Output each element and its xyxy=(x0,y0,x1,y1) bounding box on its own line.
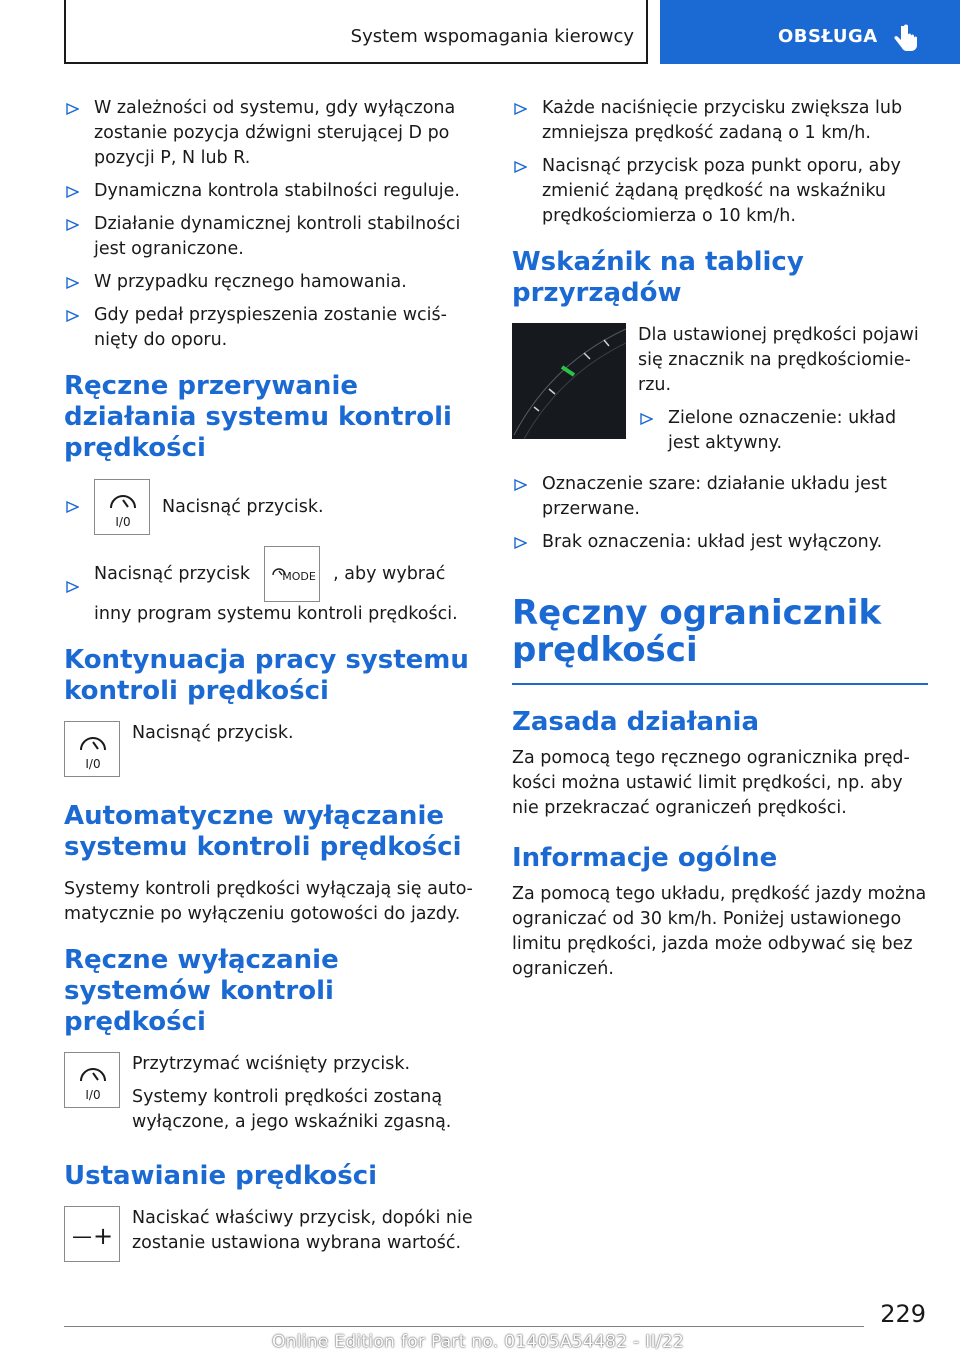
header-tab[interactable] xyxy=(660,0,960,64)
speedometer-image xyxy=(512,323,626,439)
section-heading: Ręczne przerywanie działania systemu kontroli prędkości xyxy=(64,371,452,463)
header-section-title: System wspomagania kierowcy xyxy=(350,26,634,47)
paragraph: Systemy kontroli prędkości wyłączają się automatycznie po wyłączeniu gotowości do jazdy. xyxy=(64,879,473,924)
list-item: Dynamiczna kontrola stabilności reguluje. xyxy=(64,179,482,204)
list-item: Brak oznaczenia: układ jest wyłączony. xyxy=(512,530,930,555)
svg-text:I/0: I/0 xyxy=(85,757,101,771)
bullet-triangle-icon xyxy=(640,413,653,425)
io-button-icon xyxy=(64,1052,120,1108)
paragraph: Przytrzymać wciśnięty przycisk. xyxy=(132,1054,411,1074)
svg-text:I/0: I/0 xyxy=(115,515,131,529)
bullet-triangle-icon xyxy=(514,479,527,491)
paragraph: Dla ustawionej prędkości pojawi się znacznik na prędkościomierzu. xyxy=(638,325,919,395)
list-item: Oznaczenie szare: działanie układu jest przerwane. xyxy=(512,472,930,522)
list-item: I/0 Nacisnąć przycisk. xyxy=(64,478,482,536)
section-heading: Ręczne wyłączanie systemów kontroli prędkości xyxy=(64,945,339,1037)
footer-edition: Online Edition for Part no. 01405A54482 - II/22 xyxy=(272,1332,685,1352)
bullet-triangle-icon xyxy=(514,161,527,173)
svg-text:MODE: MODE xyxy=(281,570,316,583)
list-item: Gdy pedał przyspieszenia zostanie wciśnięty do oporu. xyxy=(64,303,482,353)
list-item: Zielone oznaczenie: układ jest aktywny. xyxy=(638,406,930,456)
footer-rule xyxy=(64,1326,864,1327)
mode-button-icon xyxy=(264,546,320,602)
indicator-block xyxy=(512,323,930,464)
bullet-triangle-icon xyxy=(66,103,79,115)
instruction-row: I/0 Nacisnąć przycisk. xyxy=(64,721,482,777)
right-column xyxy=(512,96,930,990)
paragraph: Za pomocą tego ręcznego ogranicznika prędkości można ustawić limit prędkości, np. aby nie przekraczać ograniczeń prędkości. xyxy=(512,748,910,818)
bullet-triangle-icon xyxy=(66,277,79,289)
page-number: 229 xyxy=(880,1300,926,1328)
bullet-triangle-icon xyxy=(66,501,79,513)
heading-rule xyxy=(512,683,928,685)
instruction-row: — + Naciskać właściwy przycisk, dopóki nie zostanie ustawiona wybrana wartość. xyxy=(64,1206,482,1262)
hand-pointer-icon xyxy=(892,24,918,56)
section-heading: Ustawianie prędkości xyxy=(64,1161,378,1191)
section-heading: Zasada działania xyxy=(512,707,759,737)
header-tab-label: OBSŁUGA xyxy=(778,26,878,47)
list-item: Każde naciśnięcie przycisku zwiększa lub zmniejsza prędkość zadaną o 1 km/h. xyxy=(512,96,930,146)
bullet-triangle-icon xyxy=(66,186,79,198)
bullet-triangle-icon xyxy=(66,219,79,231)
svg-text:I/0: I/0 xyxy=(85,1088,101,1102)
bullet-triangle-icon xyxy=(514,103,527,115)
bullet-triangle-icon xyxy=(66,310,79,322)
io-button-icon xyxy=(64,721,120,777)
instruction-row xyxy=(64,1052,482,1135)
list-item: W zależności od systemu, gdy wyłączona zostanie pozycja dźwigni sterującej D po pozycji P, N lub R. xyxy=(64,96,482,171)
io-button-icon xyxy=(94,479,150,535)
minus-plus-button-icon xyxy=(64,1206,120,1262)
list-item: Nacisnąć przycisk poza punkt oporu, aby zmienić żądaną prędkość na wskaźniku prędkościomierza o 10 km/h. xyxy=(512,154,930,229)
svg-text:—: — xyxy=(72,1224,92,1248)
section-heading: Kontynuacja pracy systemu kontroli prędkości xyxy=(64,645,469,706)
bullet-triangle-icon xyxy=(514,537,527,549)
list-item: W przypadku ręcznego hamowania. xyxy=(64,270,482,295)
chapter-heading: Ręczny ogranicznik prędkości xyxy=(512,593,882,670)
list-item: Działanie dynamicznej kontroli stabilności jest ograniczone. xyxy=(64,212,482,262)
svg-text:+: + xyxy=(92,1222,114,1250)
paragraph: Za pomocą tego układu, prędkość jazdy można ograniczać od 30 km/h. Poniżej ustawionego limitu prędkości, jazda może odbywać się bez ograniczeń. xyxy=(512,884,927,979)
list-item: Nacisnąć przycisk MODE , aby wybrać inny program systemu kontroli prędkości. xyxy=(64,546,482,627)
section-heading: Automatyczne wyłączanie systemu kontroli prędkości xyxy=(64,801,462,862)
section-heading: Informacje ogólne xyxy=(512,843,778,873)
header-section-box xyxy=(64,0,648,64)
paragraph: Systemy kontroli prędkości zostaną wyłączone, a jego wskaźniki zgasną. xyxy=(132,1087,452,1132)
section-heading: Wskaźnik na tablicy przyrządów xyxy=(512,247,804,308)
left-column xyxy=(64,96,482,1262)
bullet-triangle-icon xyxy=(66,581,79,593)
